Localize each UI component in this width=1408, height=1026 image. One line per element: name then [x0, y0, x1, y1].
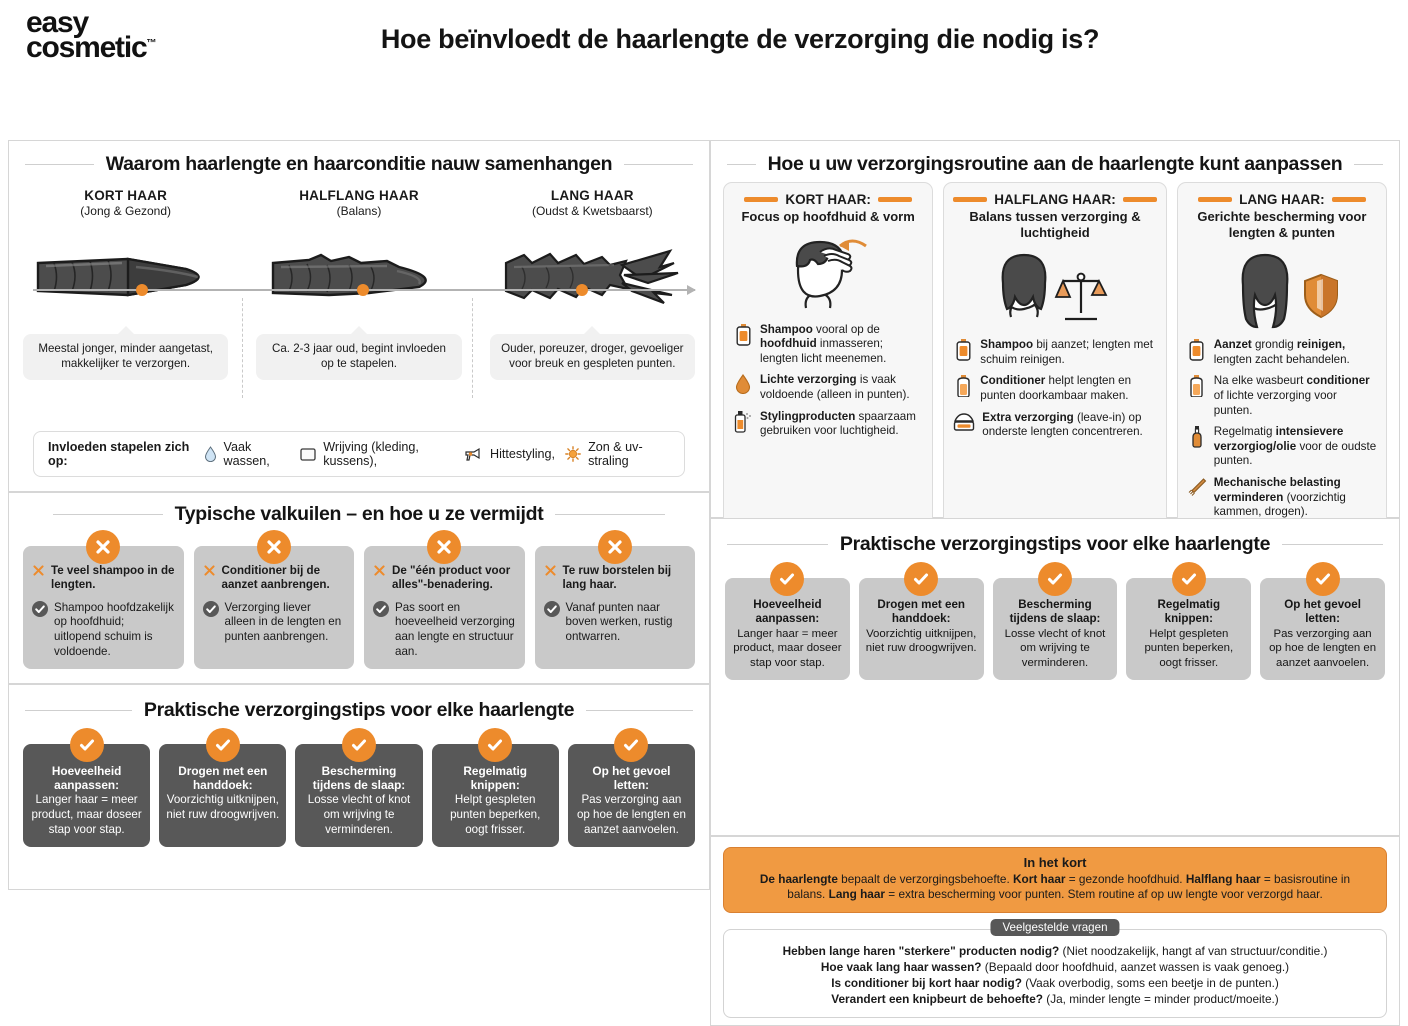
tip-card[interactable]	[432, 744, 559, 847]
cross-badge-icon	[598, 530, 632, 564]
rule-right	[624, 164, 693, 165]
influence-label-0: Vaak wassen,	[223, 440, 270, 468]
routine-item: Mechanische belasting verminderen (voorzichtig kammen, drogen).	[1187, 476, 1377, 520]
conditioner-tube-icon	[1187, 374, 1207, 397]
tip-body: Helpt gespleten punten beperken, oogt frisser.	[450, 793, 541, 836]
tip-body: Voorzichtig uitknijpen, niet ruw droogwrijven.	[865, 627, 977, 655]
timeline-divider-2	[472, 298, 473, 398]
tip-title: Bescherming tijdens de slaap:	[1009, 598, 1101, 625]
tip-title: Regelmatig knippen:	[1157, 598, 1221, 625]
hair-strand-medium-icon	[242, 236, 475, 318]
cross-badge-icon	[427, 530, 461, 564]
routine-item: Regelmatig intensievere verzorgiog/olie voor de oudste punten.	[1187, 425, 1377, 469]
rule-left	[25, 164, 94, 165]
caption-bar-right	[1123, 197, 1157, 202]
hair-strand-healthy-icon	[9, 236, 242, 318]
timeline-col-long	[476, 188, 709, 380]
pitfall-problem: Te ruw borstelen bij lang haar.	[544, 564, 687, 592]
tip-body: Losse vlecht of knot om wrijving te verminderen.	[307, 793, 411, 836]
medium-hair-balance-scale-icon	[953, 244, 1156, 332]
pitfall-card[interactable]	[194, 546, 355, 669]
check-badge-icon	[206, 728, 240, 762]
routine-card-title-short: KORT HAAR:	[785, 192, 871, 207]
timeline-note-medium: Ca. 2-3 jaar oud, begint invloeden op te stapelen.	[256, 334, 461, 380]
tip-body: Pas verzorging aan op hoe de lengten en aanzet aanvoelen.	[1269, 627, 1377, 669]
panel-pitfalls	[8, 492, 710, 684]
brand-line-1: easy	[26, 6, 88, 39]
panel-why-length-matters	[8, 140, 710, 492]
timeline-title-short: KORT HAAR	[84, 188, 168, 203]
pitfall-card[interactable]	[535, 546, 696, 669]
tip-title: Hoeveelheid aanpassen:	[753, 598, 822, 625]
cross-icon	[544, 564, 557, 577]
tip-card[interactable]	[725, 578, 850, 680]
pitfall-card[interactable]	[23, 546, 184, 669]
routine-items-short	[733, 323, 923, 439]
tip-card[interactable]	[23, 744, 150, 847]
check-badge-icon	[904, 562, 938, 596]
panel-summary-faq	[710, 836, 1400, 1026]
check-circle-icon	[32, 601, 48, 617]
faq-tag: Veelgestelde vragen	[990, 919, 1119, 936]
tip-body: Langer haar = meer product, maar doseer stap voor stap.	[733, 627, 842, 669]
routine-card-sub-medium: Balans tussen verzorging & luchtigheid	[969, 209, 1141, 240]
timeline-title-medium: HALFLANG HAAR	[299, 188, 419, 203]
pitfall-solution: Verzorging liever alleen in de lengten en punten aanbrengen.	[203, 601, 346, 645]
timeline-note-short: Meestal jonger, minder aangetast, makkelijker te verzorgen.	[23, 334, 228, 380]
tip-card[interactable]	[1126, 578, 1251, 680]
tip-card[interactable]	[859, 578, 984, 680]
tip-title: Drogen met een handdoek:	[178, 764, 268, 793]
tip-card[interactable]	[159, 744, 286, 847]
influences-bar	[33, 431, 685, 477]
brand-line-2: cosmetic™	[26, 31, 157, 65]
caption-bar-right	[1332, 197, 1366, 202]
routine-item: Extra verzorging (leave-in) op onderste lengten concentreren.	[953, 411, 1156, 440]
panel-tips-left	[8, 684, 710, 890]
routine-card-caption	[953, 192, 1156, 207]
routine-item: Shampoo vooral op de hoofdhuid inmasseren; lengten licht meenemen.	[733, 323, 923, 367]
routine-items-medium	[953, 338, 1156, 440]
routine-card-title-long: LANG HAAR:	[1239, 192, 1325, 207]
tip-body: Langer haar = meer product, maar doseer stap voor stap.	[31, 793, 142, 836]
section-title-pitfalls: Typische valkuilen – en hoe u ze vermijdt	[174, 503, 544, 525]
timeline-dot-short	[136, 284, 148, 296]
section-header-why	[9, 153, 709, 176]
routine-item: Na elke wasbeurt conditioner of lichte verzorging voor punten.	[1187, 374, 1377, 418]
pitfall-card-list	[9, 526, 709, 669]
tip-card[interactable]	[295, 744, 422, 847]
pitfall-card[interactable]	[364, 546, 525, 669]
check-badge-icon	[1306, 562, 1340, 596]
routine-items-long	[1187, 338, 1377, 520]
cross-icon	[373, 564, 386, 577]
pitfall-problem: Te veel shampoo in de lengten.	[32, 564, 175, 592]
section-title-tips-right: Praktische verzorgingstips voor elke haarlengte	[839, 533, 1271, 555]
routine-card-list	[711, 176, 1399, 533]
routine-item: Aanzet grondig reinigen, lengten zacht behandelen.	[1187, 338, 1377, 367]
timeline-title-long: LANG HAAR	[550, 188, 634, 203]
influence-label-3: Zon & uv-straling	[588, 440, 643, 468]
routine-card-caption	[1187, 192, 1377, 207]
rule-right	[1354, 164, 1383, 165]
pitfall-solution: Shampoo hoofdzakelijk op hoofdhuid; uitlopend schuim is voldoende.	[32, 601, 175, 659]
tip-title: Op het gevoel letten:	[1284, 598, 1361, 625]
faq-item: Is conditioner bij kort haar nodig? (Vaak overbodig, soms een beetje in de punten.)	[831, 976, 1279, 991]
influence-label-2: Hittestyling,	[489, 447, 556, 461]
tip-title: Regelmatig knippen:	[463, 764, 527, 793]
summary-body: De haarlengte bepaalt de verzorgingsbehoefte. Kort haar = gezonde hoofdhuid. Halflang haar = basisroutine in balans. Lang haar = extra bescherming voor punten. Stem routine af op uw lengte voor verzorgd haar.	[759, 872, 1351, 902]
check-badge-icon	[1172, 562, 1206, 596]
tip-card-list-right	[711, 556, 1399, 680]
water-drop-icon	[204, 446, 217, 462]
influences-label: Invloeden stapelen zich op:	[48, 440, 190, 468]
routine-item: Stylingproducten spaarzaam gebruiken voor luchtigheid.	[733, 410, 923, 439]
timeline-sub-short: (Jong & Gezond)	[80, 204, 172, 218]
tip-title: Drogen met een handdoek:	[877, 598, 965, 625]
comb-icon	[1187, 476, 1207, 497]
routine-item: Conditioner helpt lengten en punten doorkambaar maken.	[953, 374, 1156, 403]
section-header-pitfalls	[9, 503, 709, 526]
check-badge-icon	[70, 728, 104, 762]
section-title-why: Waarom haarlengte en haarconditie nauw samenhangen	[105, 153, 613, 175]
routine-card-long[interactable]	[1177, 182, 1387, 533]
pitfall-solution: Pas soort en hoeveelheid verzorging aan lengte en structuur aan.	[373, 601, 516, 659]
section-header-tips-left	[9, 699, 709, 722]
tip-card[interactable]	[993, 578, 1118, 680]
sun-icon	[565, 446, 581, 462]
tip-body: Voorzichtig uitknijpen, niet ruw droogwrijven.	[166, 793, 280, 821]
summary-box	[723, 847, 1387, 913]
timeline-dot-long	[576, 284, 588, 296]
section-header-tips-right	[711, 533, 1399, 556]
summary-heading: In het kort	[1023, 855, 1087, 870]
rule-right	[1282, 544, 1383, 545]
rule-right	[586, 710, 693, 711]
routine-item: Lichte verzorging is vaak voldoende (alleen in punten).	[733, 373, 923, 402]
cross-badge-icon	[86, 530, 120, 564]
timeline-axis	[33, 289, 695, 291]
pitfall-problem: Conditioner bij de aanzet aanbrengen.	[203, 564, 346, 592]
rule-left	[727, 544, 828, 545]
panel-routine-by-length	[710, 140, 1400, 518]
tip-body: Helpt gespleten punten beperken, oogt frisser.	[1144, 627, 1234, 669]
panel-tips-right	[710, 518, 1400, 836]
trademark-symbol: ™	[146, 38, 157, 50]
caption-bar-left	[953, 197, 987, 202]
rule-left	[53, 514, 163, 515]
timeline-note-long: Ouder, poreuzer, droger, gevoeliger voor breuk en gespleten punten.	[490, 334, 695, 380]
check-badge-icon	[342, 728, 376, 762]
routine-card-short[interactable]	[723, 182, 933, 533]
caption-bar-left	[744, 197, 778, 202]
infographic-frame	[8, 140, 1400, 1007]
tip-body: Losse vlecht of knot om wrijving te verminderen.	[1004, 627, 1106, 669]
check-badge-icon	[478, 728, 512, 762]
timeline-sub-long: (Oudst & Kwetsbaarst)	[531, 204, 653, 218]
check-circle-icon	[544, 601, 560, 617]
faq-item: Hebben lange haren "sterkere" producten nodig? (Niet noodzakelijk, hangt af van structuur/conditie.)	[782, 943, 1328, 958]
check-badge-icon	[770, 562, 804, 596]
timeline-divider-1	[242, 298, 243, 398]
rule-left	[25, 710, 132, 711]
rule-right	[555, 514, 665, 515]
tip-title: Bescherming tijdens de slaap:	[312, 764, 406, 793]
cream-jar-icon	[953, 411, 975, 432]
pillow-icon	[300, 447, 316, 461]
pitfall-problem: De "één product voor alles"-benadering.	[373, 564, 516, 592]
brand-logo	[26, 6, 157, 65]
hair-strand-damaged-icon	[476, 236, 709, 318]
cross-icon	[203, 564, 216, 577]
routine-item-bold: Shampoo	[760, 322, 813, 336]
section-title-routine: Hoe u uw verzorgingsroutine aan de haarlengte kunt aanpassen	[767, 153, 1343, 175]
routine-item: Shampoo bij aanzet; lengten met schuim reinigen.	[953, 338, 1156, 367]
caption-bar-right	[878, 197, 912, 202]
tip-title: Op het gevoel letten:	[592, 764, 671, 793]
shampoo-bottle-icon	[953, 338, 973, 361]
hairdryer-icon	[465, 447, 483, 462]
routine-card-sub-long: Gerichte bescherming voor lengten & punten	[1197, 209, 1367, 240]
conditioner-tube-icon	[953, 374, 973, 397]
timeline-col-short	[9, 188, 242, 380]
check-circle-icon	[203, 601, 219, 617]
tip-body: Pas verzorging aan op hoe de lengten en aanzet aanvoelen.	[576, 793, 686, 836]
long-hair-shield-icon	[1187, 244, 1377, 332]
timeline-sub-medium: (Balans)	[336, 204, 382, 218]
routine-card-sub-short: Focus op hoofdhuid & vorm	[741, 209, 915, 224]
section-header-routine	[711, 153, 1399, 176]
shampoo-bottle-icon	[1187, 338, 1207, 361]
tip-card[interactable]	[568, 744, 695, 847]
pitfall-solution: Vanaf punten naar boven werken, rustig ontwarren.	[544, 601, 687, 645]
tip-card-list-left	[9, 722, 709, 847]
check-badge-icon	[1038, 562, 1072, 596]
oil-drop-icon	[733, 373, 753, 394]
check-badge-icon	[614, 728, 648, 762]
section-title-tips-left: Praktische verzorgingstips voor elke haarlengte	[143, 699, 575, 721]
oil-bottle-icon	[1187, 425, 1207, 448]
shampoo-bottle-icon	[733, 323, 753, 346]
rule-left	[727, 164, 756, 165]
page-header	[0, 0, 1408, 90]
styling-spray-icon	[733, 410, 753, 433]
tip-title: Hoeveelheid aanpassen:	[51, 764, 122, 793]
cross-icon	[32, 564, 45, 577]
influence-label-1: Wrijving (kleding, kussens),	[323, 440, 419, 468]
routine-card-title-medium: HALFLANG HAAR:	[994, 192, 1116, 207]
short-hair-head-massage-icon	[733, 229, 923, 317]
faq-item: Hoe vaak lang haar wassen? (Bepaald door hoofdhuid, aanzet wassen is vaak genoeg.)	[820, 959, 1290, 974]
check-circle-icon	[373, 601, 389, 617]
page-title: Hoe beïnvloedt de haarlengte de verzorging die nodig is?	[380, 24, 1100, 54]
faq-box	[723, 920, 1387, 1018]
routine-card-caption	[733, 192, 923, 207]
cross-badge-icon	[257, 530, 291, 564]
faq-item: Verandert een knipbeurt de behoefte? (Ja, minder lengte = minder product/moeite.)	[831, 992, 1279, 1007]
tip-card[interactable]	[1260, 578, 1385, 680]
routine-card-medium[interactable]	[943, 182, 1166, 533]
caption-bar-left	[1198, 197, 1232, 202]
